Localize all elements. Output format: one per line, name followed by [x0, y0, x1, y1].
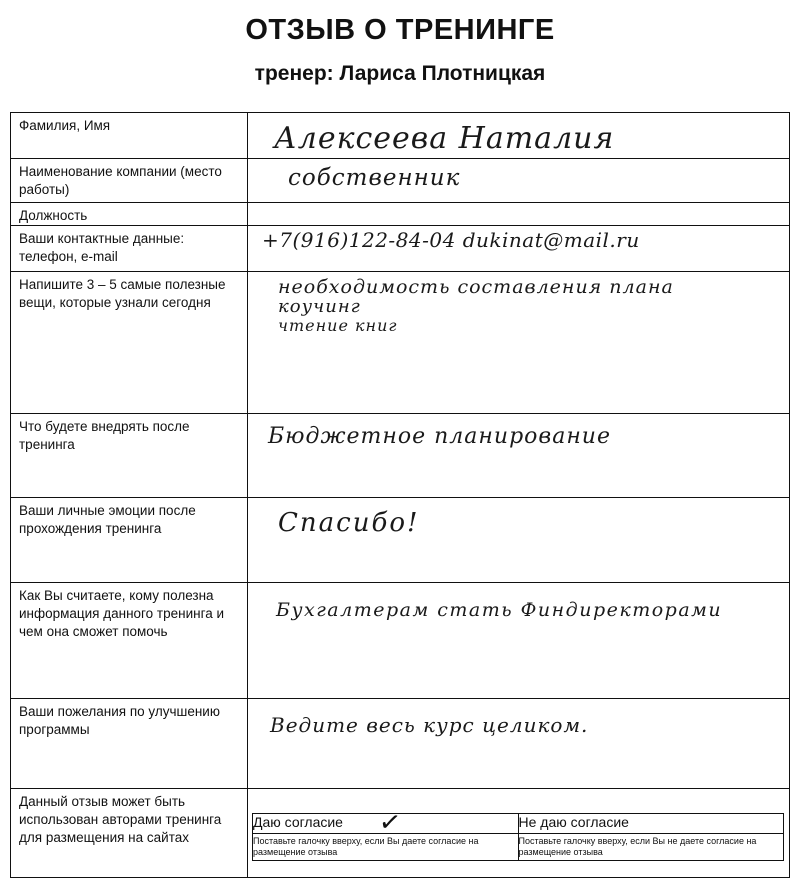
field-label-name: Фамилия, Имя: [11, 113, 248, 159]
field-label-implement: Что будете внедрять после тренинга: [11, 414, 248, 498]
feedback-form: [10, 112, 790, 878]
handwritten-useful-line-3: чтение книг: [278, 316, 398, 335]
form-row-contacts: [11, 226, 790, 272]
trainer-subtitle: тренер: Лариса Плотницкая: [254, 62, 546, 85]
field-label-audience: Как Вы считаете, кому полезна информация данного тренинга и чем она сможет помочь: [11, 583, 248, 699]
handwritten-useful-line-2: коучинг: [278, 296, 361, 317]
consent-agree-option[interactable]: [253, 806, 519, 840]
field-answer-wishes[interactable]: [248, 699, 790, 789]
handwritten-emotions: Спасибо!: [278, 508, 420, 538]
page-title: ОТЗЫВ О ТРЕНИНГЕ: [245, 14, 555, 46]
field-label-useful-things: Напишите 3 – 5 самые полезные вещи, которые узнали сегодня: [11, 272, 248, 414]
field-label-emotions: Ваши личные эмоции после прохождения тренинга: [11, 498, 248, 583]
handwritten-company: собственник: [288, 165, 461, 191]
checkmark-icon: ✓: [377, 806, 403, 840]
field-answer-implement[interactable]: [248, 414, 790, 498]
field-label-wishes: Ваши пожелания по улучшению программы: [11, 699, 248, 789]
consent-options: [252, 806, 784, 861]
field-answer-useful-things[interactable]: [248, 272, 790, 414]
handwritten-name: Алексеева Наталия: [274, 121, 615, 156]
handwritten-useful-line-1: необходимость составления плана: [278, 276, 674, 298]
form-row-emotions: [11, 498, 790, 583]
form-row-implement: [11, 414, 790, 498]
consent-agree-note: Поставьте галочку вверху, если Вы даете согласие на размещение отзыва: [253, 834, 519, 861]
field-answer-emotions[interactable]: [248, 498, 790, 583]
form-row-consent: [11, 789, 790, 878]
field-answer-audience[interactable]: [248, 583, 790, 699]
handwritten-wishes: Ведите весь курс целиком.: [270, 713, 589, 737]
consent-agree-label: Даю согласие: [253, 814, 343, 830]
field-answer-position[interactable]: [248, 203, 790, 226]
field-label-company: Наименование компании (место работы): [11, 159, 248, 203]
handwritten-implement: Бюджетное планирование: [268, 424, 611, 449]
field-answer-name[interactable]: [248, 113, 790, 159]
form-row-wishes: [11, 699, 790, 789]
consent-cell: [248, 789, 790, 878]
form-row-name: [11, 113, 790, 159]
handwritten-contacts: +7(916)122-84-04 dukinat@mail.ru: [262, 228, 640, 252]
consent-disagree-label: Не даю согласие: [518, 814, 629, 830]
field-label-contacts: Ваши контактные данные: телефон, e-mail: [11, 226, 248, 272]
form-row-company: [11, 159, 790, 203]
form-row-audience: [11, 583, 790, 699]
consent-disagree-note: Поставьте галочку вверху, если Вы не дaете согласие на размещение отзыва: [518, 834, 784, 861]
field-label-consent: Данный отзыв может быть использован авторами тренинга для размещения на сайтах: [11, 789, 248, 878]
handwritten-audience: Бухгалтерам стать Финдиректорами: [276, 599, 723, 621]
form-row-useful-things: [11, 272, 790, 414]
field-answer-company[interactable]: [248, 159, 790, 203]
field-label-position: Должность: [11, 203, 248, 226]
field-answer-contacts[interactable]: [248, 226, 790, 272]
consent-disagree-option[interactable]: [518, 814, 784, 834]
form-row-position: [11, 203, 790, 226]
